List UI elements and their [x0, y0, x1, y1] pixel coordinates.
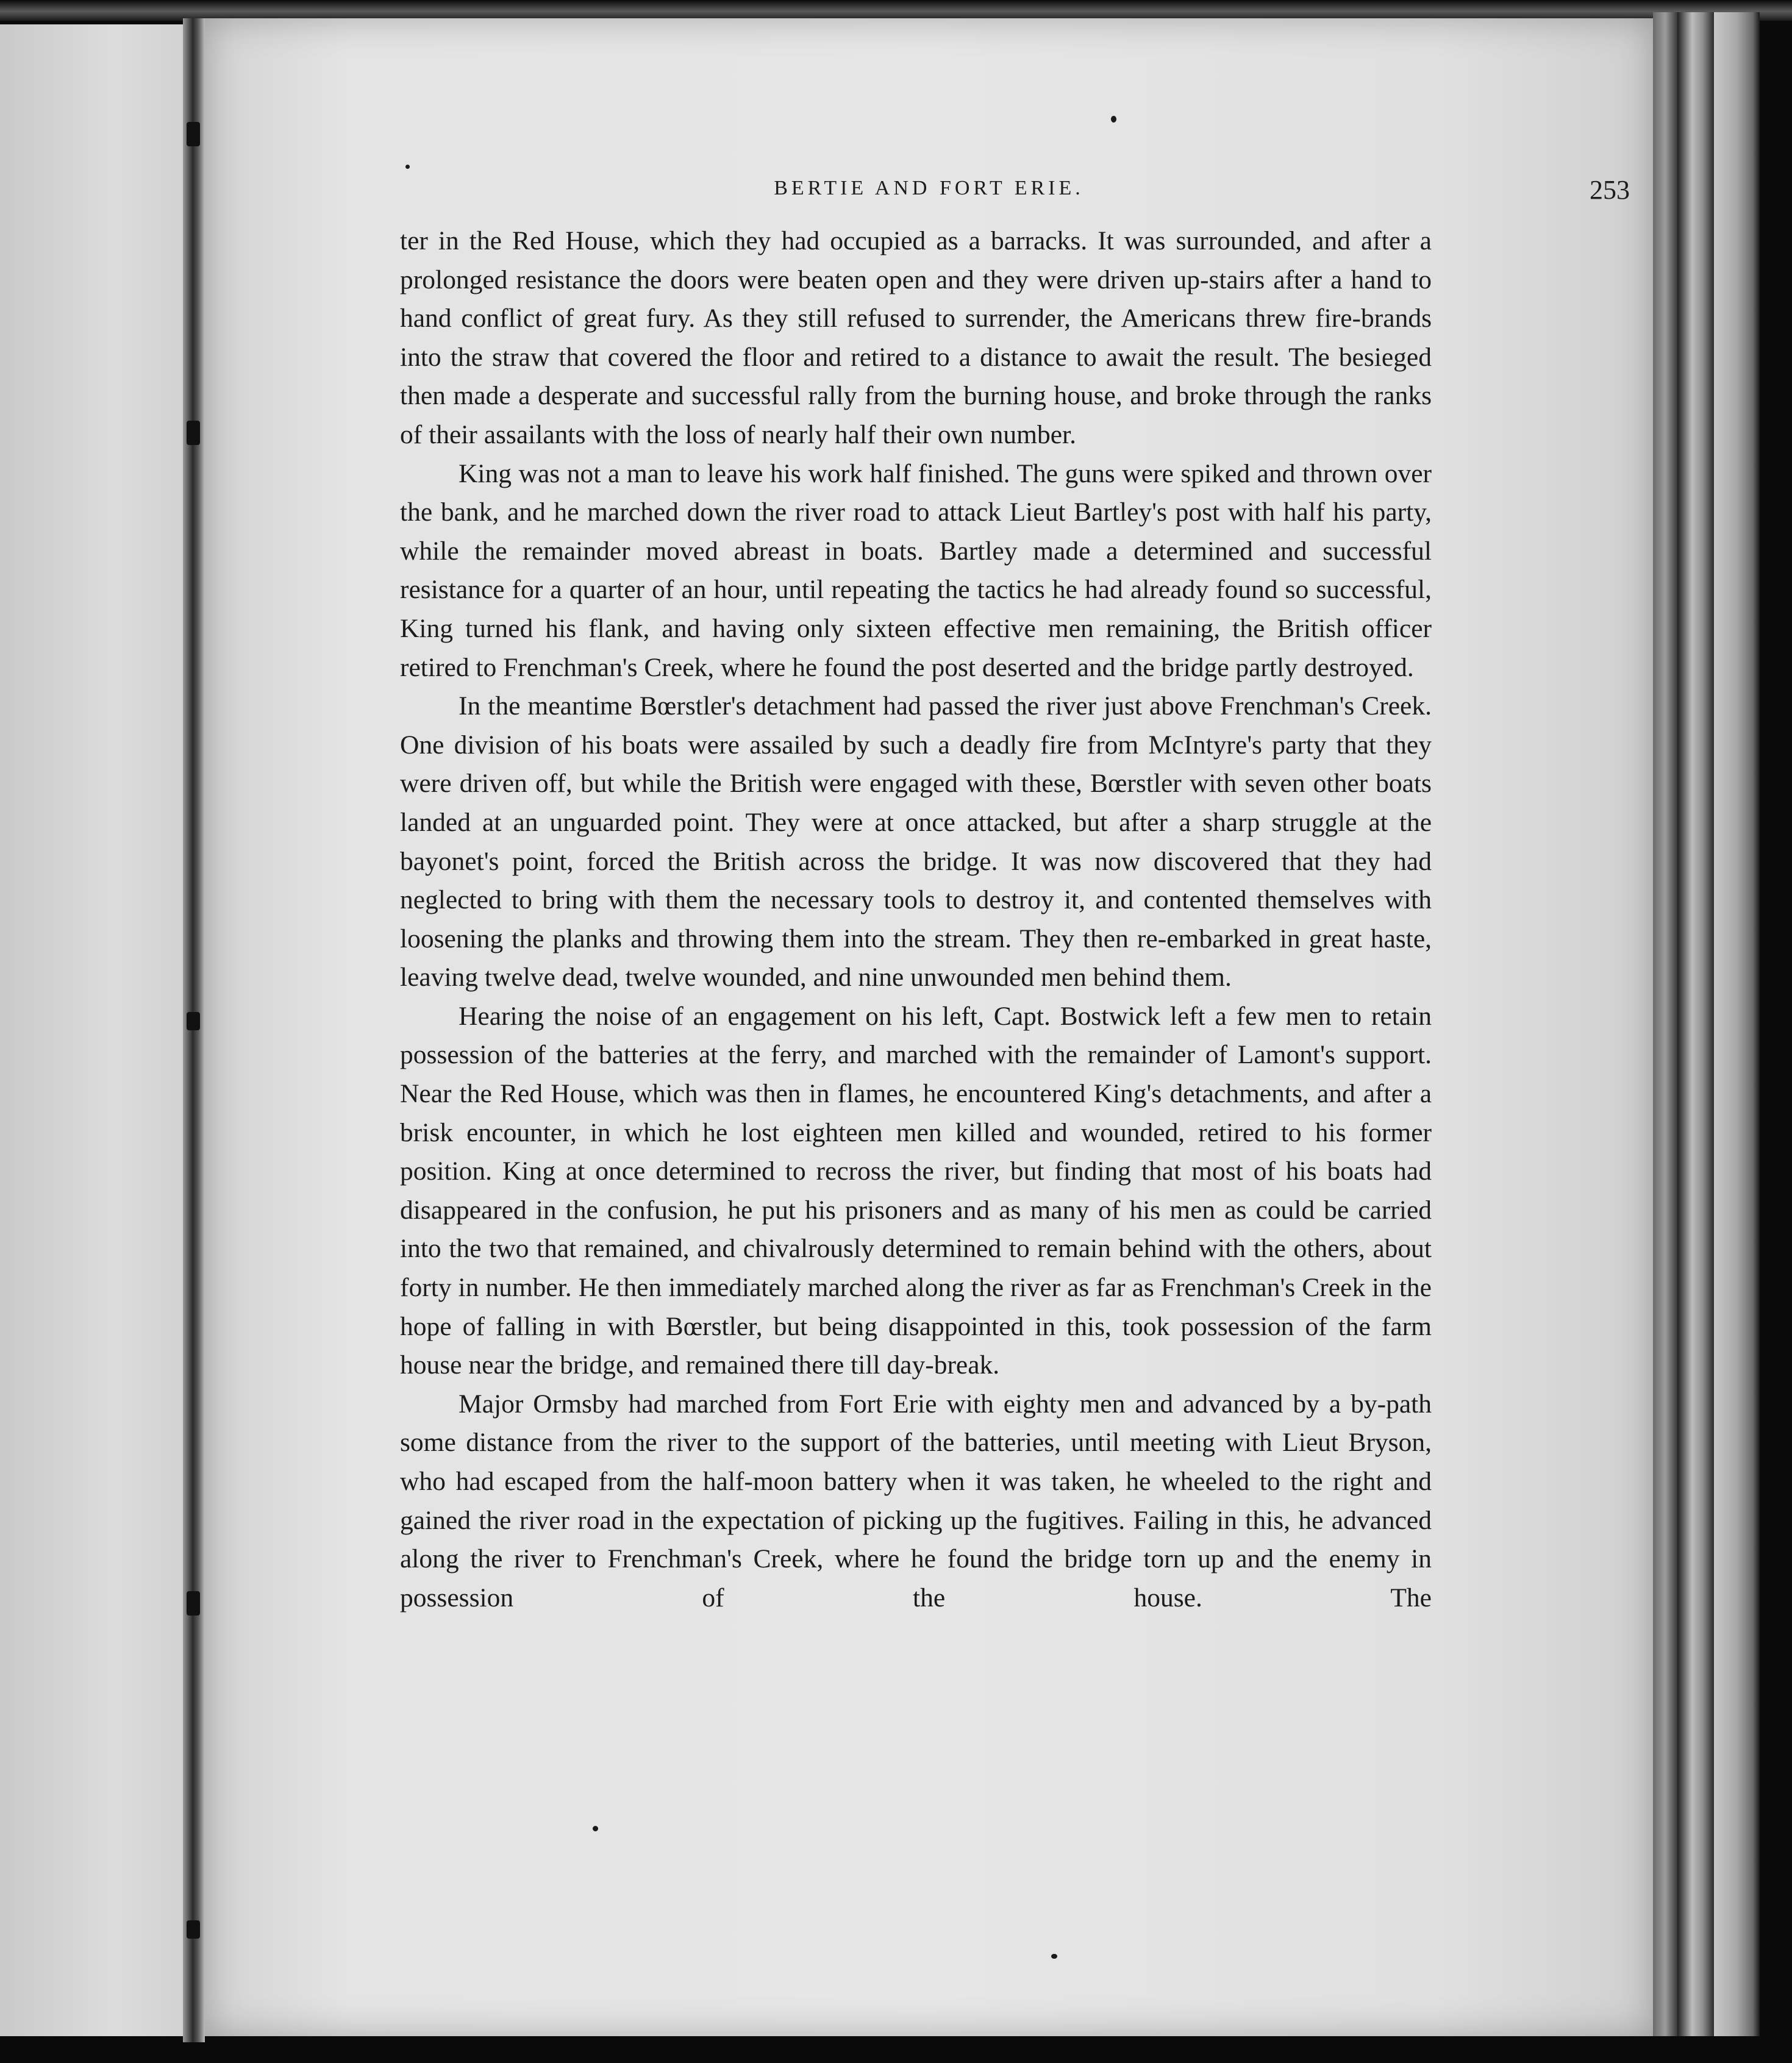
scan-speck — [593, 1826, 598, 1831]
paragraph: In the meantime Bœrstler's detachment had passed the river just above Frenchman's Creek. One division of his boats were assailed by such a deadly fire from McIntyre's party that they were driven off, but while the British were engaged with these, Bœrstler with seven other boats landed at an unguarded point. They were at once attacked, but after a sharp struggle at the bayonet's point, forced the British across the bridge. It was now discovered that they had neglected to bring with them the necessary tools to destroy it, and contented themselves with loosening the planks and throwing them into the stream. They then re-embarked in great haste, leaving twelve dead, twelve wounded, and nine unwounded men behind them. — [400, 691, 1432, 992]
binding-stitch — [187, 1920, 200, 1939]
running-head-title: BERTIE AND FORT ERIE. — [774, 177, 1084, 199]
binding-stitch — [187, 421, 200, 445]
page-edge-stack — [1677, 12, 1714, 2036]
scan-speck — [1051, 1954, 1057, 1959]
binding-stitch — [187, 1012, 200, 1030]
binding-stitch — [187, 122, 200, 146]
page-edge-stack — [1714, 12, 1760, 2036]
book-gutter — [183, 18, 205, 2042]
page-edge-stack — [1653, 12, 1677, 2036]
running-head — [205, 171, 1653, 213]
left-facing-page — [0, 24, 194, 2036]
scan-speck — [405, 165, 410, 169]
binding-stitch — [187, 1591, 200, 1616]
paragraph: Hearing the noise of an engagement on his left, Capt. Bostwick left a few men to retain possession of the batteries at the ferry, and marched with the remainder of Lamont's support. Near the Red House, which was then in flames, he encountered King's detachments, and after a brisk encounter, in which he lost eighteen men killed and wounded, retired to his former position. King at once determined to recross the river, but finding that most of his boats had disappeared in the confusion, he put his prisoners and as many of his men as could be carried into the two that remained, and chivalrously determined to remain behind with the others, about forty in number. He then immediately marched along the river as far as Frenchman's Creek in the hope of falling in with Bœrstler, but being disappointed in this, took possession of the farm house near the bridge, and remained there till day-break. — [400, 1001, 1432, 1380]
top-page-edge — [0, 0, 1792, 21]
body-text — [400, 222, 1432, 1617]
paragraph: King was not a man to leave his work half finished. The guns were spiked and thrown over the bank, and he marched down the river road to attack Lieut Bartley's post with half his party, while the remainder moved abreast in boats. Bartley made a determined and successful resistance for a quarter of an hour, until repeating the tactics he had already found so successful, King turned his flank, and having only sixteen effective men remaining, the British officer retired to Frenchman's Creek, where he found the post deserted and the bridge partly destroyed. — [400, 458, 1432, 682]
paragraph: ter in the Red House, which they had occupied as a barracks. It was surrounded, and after a prolonged resistance the doors were beaten open and they were driven up-stairs after a hand to hand conflict of great fury. As they still refused to surrender, the Americans threw fire-brands into the straw that covered the floor and retired to a distance to await the result. The besieged then made a desperate and successful rally from the burning house, and broke through the ranks of their assailants with the loss of nearly half their own number. — [400, 226, 1432, 449]
scan-speck — [1111, 116, 1116, 123]
page-number: 253 — [1590, 175, 1630, 205]
paragraph: Major Ormsby had marched from Fort Erie with eighty men and advanced by a by-path some distance from the river to the support of the batteries, until meeting with Lieut Bryson, who had escaped from the half-moon battery when it was taken, he wheeled to the right and gained the river road in the expectation of picking up the fugitives. Failing in this, he advanced along the river to Frenchman's Creek, where he found the bridge torn up and the enemy in possession of the house. The — [400, 1389, 1432, 1612]
